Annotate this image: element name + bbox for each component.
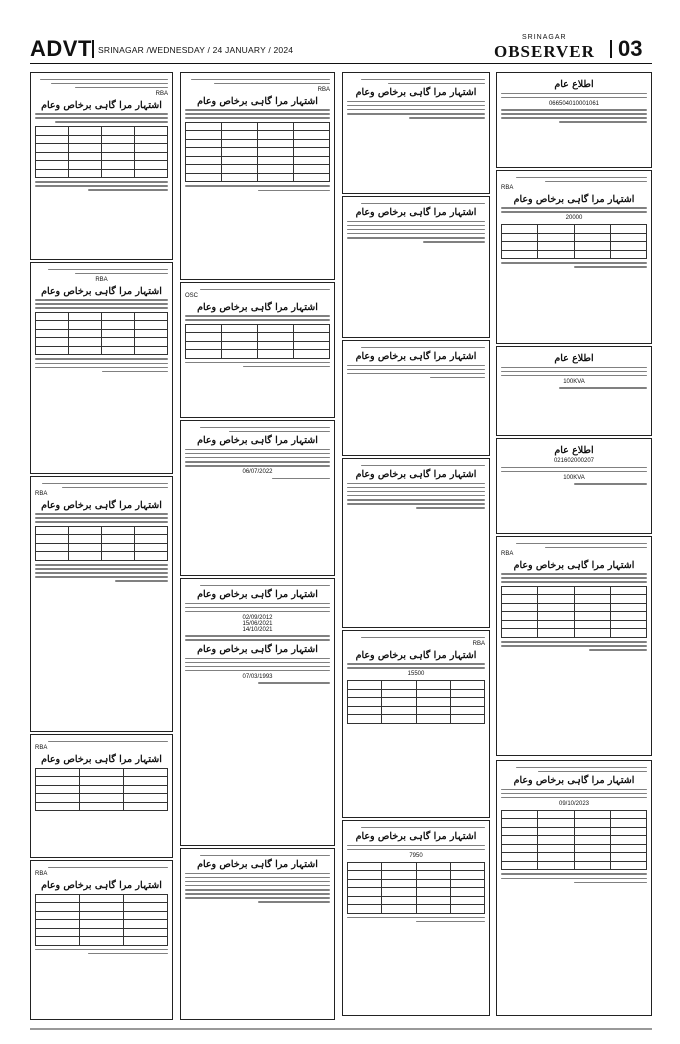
notice-title: اشتہار مرا گاہی برخاص وعام — [197, 859, 318, 871]
notice-title: اشتہار مرا گاہی برخاص وعام — [41, 753, 162, 765]
notice-table — [35, 126, 168, 178]
notice-card — [342, 630, 490, 818]
section-label: ADVT — [30, 36, 92, 61]
notice-card — [496, 438, 652, 534]
masthead-rule — [30, 63, 652, 64]
notice-table — [185, 324, 330, 359]
kva-value: 100KVA — [563, 474, 585, 481]
notice-title: اشتہار مرا گاہی برخاص وعام — [197, 589, 318, 601]
masthead — [0, 0, 680, 66]
notice-title: اشتہار مرا گاہی برخاص وعام — [513, 559, 635, 571]
rba-label: RBA — [501, 184, 514, 191]
notice-title: اشتہار مرا گاہی برخاص وعام — [41, 285, 162, 297]
rba-label: RBA — [35, 744, 48, 751]
notice-card — [342, 458, 490, 628]
page-footer-rule — [30, 1028, 652, 1030]
reference-number: 021602000207 — [553, 458, 595, 464]
notice-table — [35, 768, 168, 812]
amount: 7950 — [409, 852, 423, 859]
notice-title: اشتہار مرا گاہی برخاص وعام — [197, 95, 318, 107]
notice-card — [496, 72, 652, 168]
notice-card — [30, 734, 173, 858]
ittila-title: اطلاع عام — [554, 445, 594, 456]
notice-card — [180, 848, 335, 1020]
notice-title: اشتہار مرا گاہی برخاص وعام — [197, 435, 318, 447]
notice-table — [35, 894, 168, 946]
notice-date: 02/09/2012 — [242, 614, 273, 621]
notice-card — [342, 340, 490, 456]
rba-label: RBA — [35, 490, 48, 497]
notice-table — [35, 312, 168, 356]
amount: 20000 — [565, 215, 583, 222]
ittila-title: اطلاع عام — [554, 353, 594, 364]
notice-date: 09/10/2023 — [558, 800, 590, 807]
notice-date: 14/10/2021 — [242, 626, 273, 633]
notice-body — [35, 113, 168, 123]
notice-title: اشتہار مرا گاہی برخاص وعام — [355, 207, 477, 219]
notice-table — [501, 224, 647, 259]
notice-date: 15/06/2021 — [242, 620, 273, 627]
notice-title: اشتہار مرا گاہی برخاص وعام — [197, 644, 318, 656]
notice-card — [30, 476, 173, 732]
rba-label: RBA — [95, 276, 108, 283]
notice-card — [30, 72, 173, 260]
notice-title: اشتہار مرا گاہی برخاص وعام — [197, 301, 318, 313]
reference-number: 066504010001061 — [548, 100, 600, 107]
paper-name: OBSERVER — [494, 42, 595, 61]
masthead-divider — [92, 40, 94, 58]
osc-label: OSC — [185, 292, 199, 299]
notice-card — [342, 196, 490, 338]
notice-card — [180, 578, 335, 846]
amount: 15500 — [407, 671, 425, 678]
notice-card — [342, 820, 490, 1016]
notice-title: اشتہار مرا گاہی برخاص وعام — [355, 649, 477, 661]
notice-card — [30, 860, 173, 1020]
rba-label: RBA — [155, 90, 168, 97]
notice-title: اشتہار مرا گاہی برخاص وعام — [355, 469, 477, 481]
notice-card — [342, 72, 490, 194]
notice-card — [180, 72, 335, 280]
notice-title: اشتہار مرا گاہی برخاص وعام — [513, 775, 635, 787]
notice-header — [35, 79, 168, 89]
notice-title: اشتہار مرا گاہی برخاص وعام — [355, 87, 477, 99]
notice-date: 06/07/2022 — [242, 469, 273, 476]
notice-card — [496, 346, 652, 436]
notice-card — [180, 282, 335, 418]
notice-table — [501, 810, 647, 871]
rba-label: RBA — [472, 640, 485, 647]
rba-label: RBA — [317, 86, 330, 93]
kva-value: 100KVA — [563, 378, 585, 385]
notice-title: اشتہار مرا گاہی برخاص وعام — [41, 99, 162, 111]
page-number: 03 — [618, 36, 643, 61]
notice-table — [185, 122, 330, 183]
notice-title: اشتہار مرا گاہی برخاص وعام — [41, 499, 162, 511]
notice-card — [496, 170, 652, 344]
notice-card — [496, 536, 652, 756]
notice-title: اشتہار مرا گاہی برخاص وعام — [355, 351, 477, 363]
notice-table — [501, 586, 647, 638]
notice-table — [347, 680, 485, 724]
masthead-divider — [610, 40, 612, 58]
notice-title: اشتہار مرا گاہی برخاص وعام — [513, 193, 635, 205]
notice-card — [496, 760, 652, 1016]
ittila-title: اطلاع عام — [554, 79, 594, 90]
notice-title: اشتہار مرا گاہی برخاص وعام — [41, 879, 162, 891]
notice-title: اشتہار مرا گاہی برخاص وعام — [355, 831, 477, 843]
notice-table — [347, 862, 485, 914]
paper-kicker: SRINAGAR — [522, 34, 567, 41]
dateline: SRINAGAR /WEDNESDAY / 24 JANUARY / 2024 — [98, 45, 294, 55]
rba-label: RBA — [35, 870, 48, 877]
notice-table — [35, 526, 168, 561]
notice-card — [30, 262, 173, 474]
rba-label: RBA — [501, 550, 514, 557]
notice-card — [180, 420, 335, 576]
notice-date: 07/03/1993 — [242, 673, 273, 680]
